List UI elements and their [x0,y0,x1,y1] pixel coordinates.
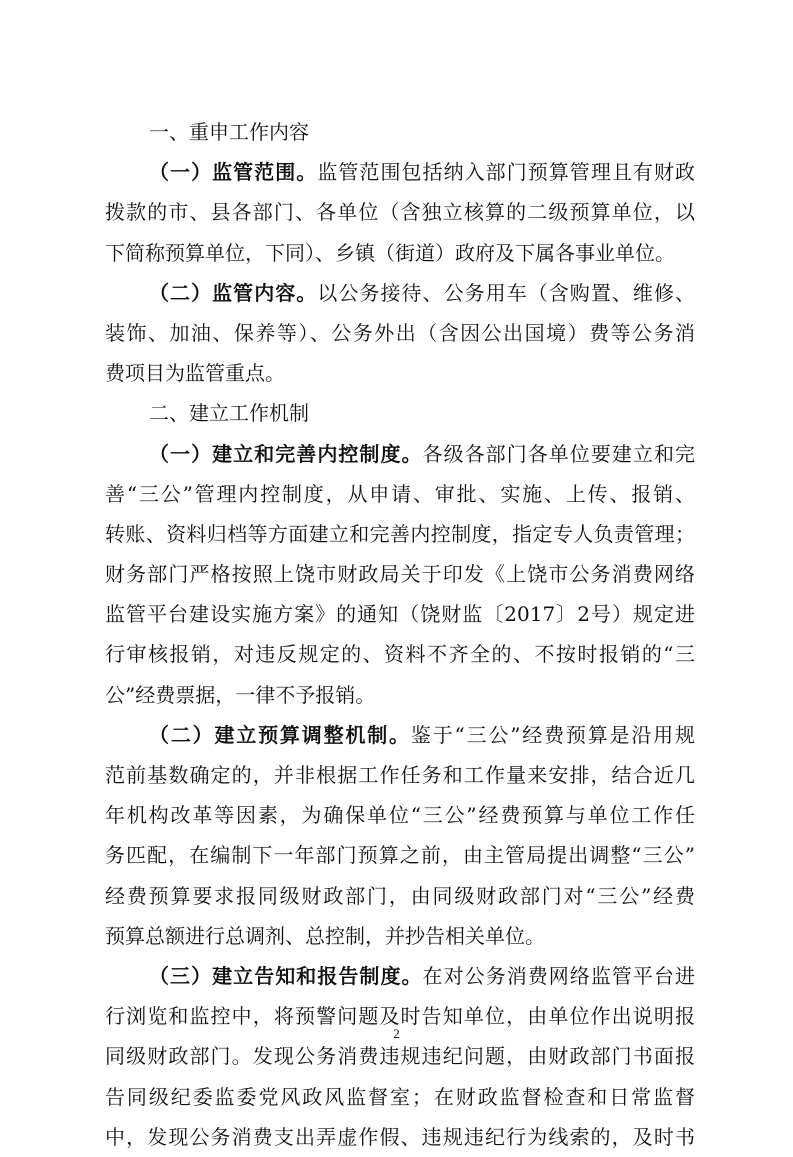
paragraph-text: 行浏览和监控中，将预警问题及时告知单位，由单位作出说明报 [105,1004,695,1029]
paragraph-text: 年机构改革等因素，为确保单位“三公”经费预算与单位工作任 [105,803,695,828]
item-label: （一）监管范围。 [149,160,318,185]
paragraph-line [105,594,695,634]
paragraph-text: 告同级纪委监委党风政风监督室；在财政监督检查和日常监督 [105,1084,695,1109]
paragraph-text: 在对公务消费网络监管平台进 [422,963,696,988]
paragraph-text: 鉴于“三公”经费预算是沿用规 [410,722,696,747]
paragraph-line [105,514,695,554]
item-label: （二）监管内容。 [149,280,318,305]
page-number: 2 [393,1026,400,1041]
paragraph-text: 以公务接待、公务用车（含购置、维修、 [317,280,696,305]
paragraph-line [105,474,695,514]
paragraph-line [105,1117,695,1157]
paragraph-text: 监管范围包括纳入部门预算管理且有财政 [317,160,696,185]
paragraph-line [105,233,695,273]
paragraph-text: 转账、资料归档等方面建立和完善内控制度，指定专人负责管理； [105,521,695,546]
paragraph-line [105,152,695,192]
paragraph-text: 装饰、加油、保养等）、公务外出（含因公出国境）费等公务消 [105,320,695,345]
section-heading-text: 一、重申工作内容 [149,120,309,144]
paragraph-text: 费项目为监管重点。 [105,361,285,386]
section-heading-2 [105,393,695,433]
paragraph-line [105,835,695,875]
paragraph-line [105,876,695,916]
paragraph-text: 经费预算要求报同级财政部门，由同级财政部门对“三公”经费 [105,883,695,908]
paragraph-text: 善“三公”管理内控制度，从申请、审批、实施、上传、报销、 [105,481,695,506]
paragraph-line [105,1036,695,1076]
paragraph-line [105,755,695,795]
paragraph-line [105,313,695,353]
paragraph-line [105,956,695,996]
paragraph-line [105,273,695,313]
paragraph-text: 财务部门严格按照上饶市财政局关于印发《上饶市公务消费网络 [105,562,695,587]
paragraph-text: 范前基数确定的，并非根据工作任务和工作量来安排，结合近几 [105,763,695,787]
paragraph-text: 拨款的市、县各部门、各单位（含独立核算的二级预算单位，以 [105,200,695,225]
paragraph-text: 行审核报销，对违反规定的、资料不齐全的、不按时报销的“三 [105,642,695,667]
paragraph-line [105,1077,695,1117]
paragraph-line [105,675,695,715]
paragraph-text: 公”经费票据，一律不予报销。 [105,682,376,707]
paragraph-line [105,192,695,232]
paragraph-text: 各级各部门各单位要建立和完 [422,441,696,466]
paragraph-line [105,353,695,393]
paragraph-text: 务匹配，在编制下一年部门预算之前，由主管局提出调整“三公” [105,843,695,868]
paragraph-text: 同级财政部门。发现公务消费违规违纪问题，由财政部门书面报 [105,1044,695,1069]
item-label: （二）建立预算调整机制。 [149,722,411,747]
paragraph-line [105,715,695,755]
item-label: （一）建立和完善内控制度。 [149,441,423,466]
paragraph-line [105,434,695,474]
paragraph-text: 监管平台建设实施方案》的通知（饶财监〔2017〕2号）规定进 [105,602,695,627]
paragraph-text: 下简称预算单位，下同）、乡镇（街道）政府及下属各事业单位。 [105,240,675,265]
item-label: （三）建立告知和报告制度。 [149,963,423,988]
paragraph-line [105,554,695,594]
document-body [105,112,695,1157]
section-heading-1 [105,112,695,152]
paragraph-text: 中，发现公务消费支出弄虚作假、违规违纪行为线索的，及时书 [105,1124,695,1149]
paragraph-line [105,634,695,674]
paragraph-line [105,795,695,835]
section-heading-text: 二、建立工作机制 [149,401,309,426]
paragraph-line [105,916,695,956]
paragraph-text: 预算总额进行总调剂、总控制，并抄告相关单位。 [105,923,545,948]
